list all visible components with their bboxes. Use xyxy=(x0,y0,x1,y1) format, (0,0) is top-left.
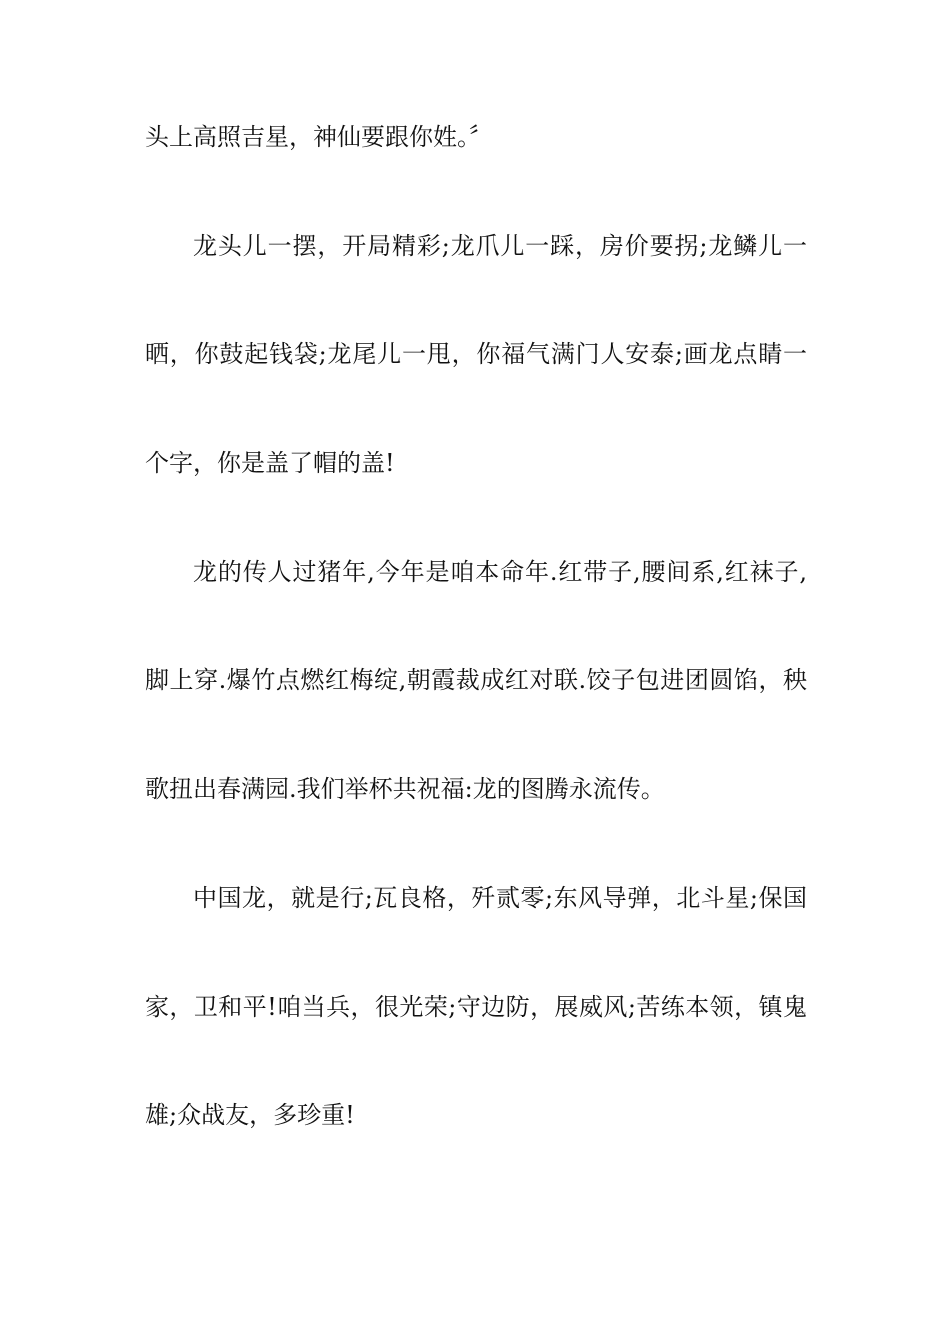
document-body xyxy=(145,119,807,1206)
paragraph-2-line-3: 个字，你是盖了帽的盖! xyxy=(145,449,395,478)
paragraph-3-line-2: 脚上穿.爆竹点燃红梅绽,朝霞裁成红对联.饺子包进团圆馅，秧 xyxy=(145,666,807,695)
paragraph-2-line-2: 晒，你鼓起钱袋;龙尾儿一甩，你福气满门人安泰;画龙点睛一 xyxy=(145,340,807,369)
paragraph-2-line-1: 龙头儿一摆，开局精彩;龙爪儿一踩，房价要拐;龙鳞儿一 xyxy=(193,231,807,260)
paragraph-3-line-1: 龙的传人过猪年,今年是咱本命年.红带子,腰间系,红袜子, xyxy=(193,557,807,586)
paragraph-4-line-1: 中国龙，就是行;瓦良格，歼贰零;东风导弹，北斗星;保国 xyxy=(193,883,807,912)
paragraph-4-line-2: 家，卫和平!咱当兵，很光荣;守边防，展威风;苦练本领，镇鬼 xyxy=(145,992,807,1021)
paragraph-1-line-1: 头上高照吉星，神仙要跟你姓。〞 xyxy=(145,123,493,151)
paragraph-3-line-3: 歌扭出春满园.我们举杯共祝福:龙的图腾永流传。 xyxy=(145,775,665,804)
paragraph-4-line-3: 雄;众战友，多珍重! xyxy=(145,1101,355,1130)
